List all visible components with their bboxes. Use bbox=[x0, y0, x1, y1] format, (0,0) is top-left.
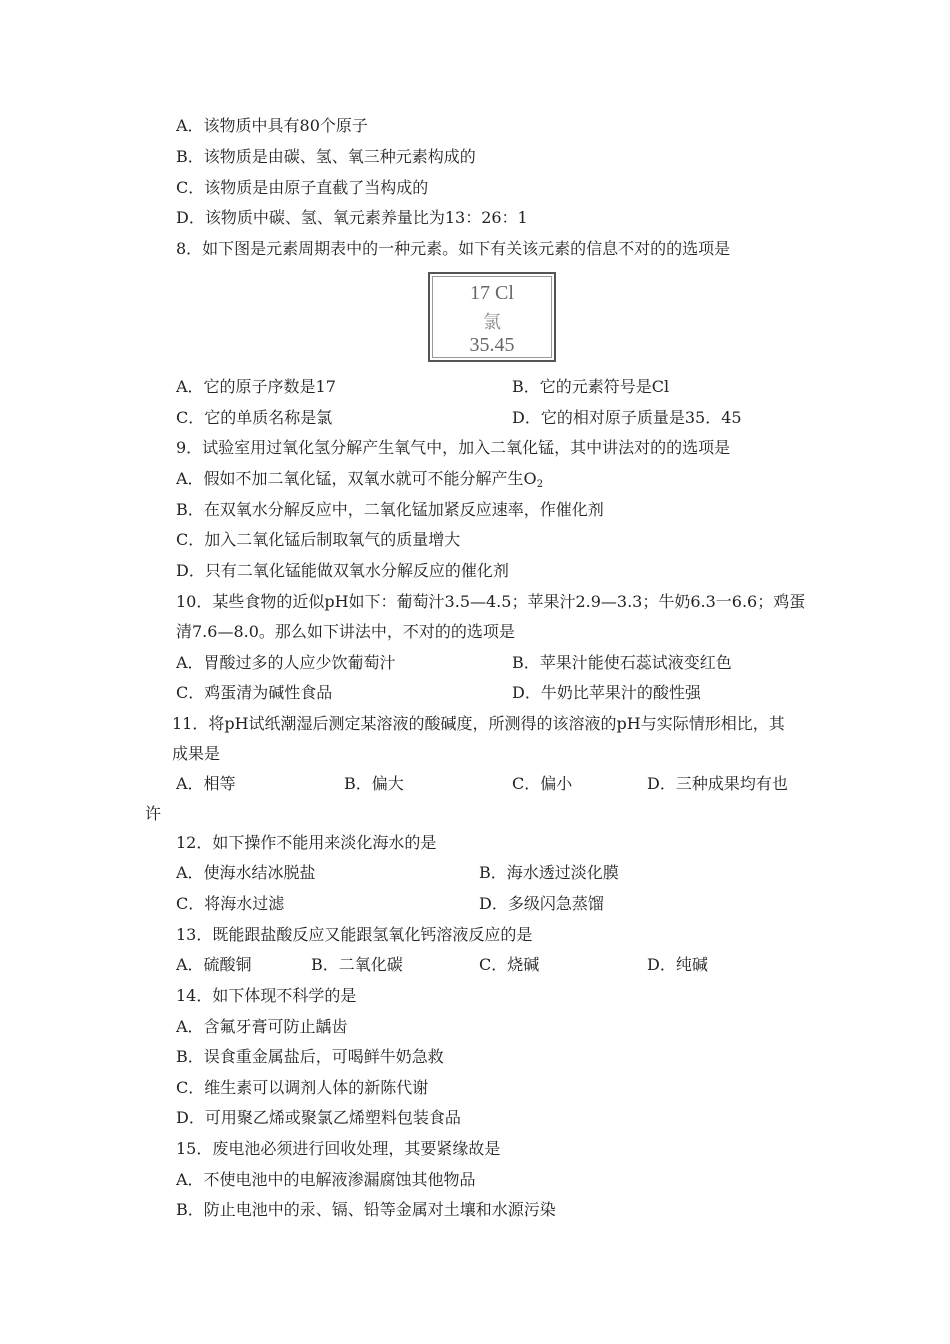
q11-option-c: C．偏小 bbox=[512, 774, 573, 793]
element-mass: 35.45 bbox=[469, 334, 515, 356]
q14-option-d: D．可用聚乙烯或聚氯乙烯塑料包装食品 bbox=[176, 1108, 461, 1127]
q13-option-a: A．硫酸铜 bbox=[176, 955, 252, 974]
q14-option-a: A．含氟牙膏可防止龋齿 bbox=[176, 1017, 348, 1036]
q12-option-b: B．海水透过淡化膜 bbox=[479, 863, 619, 882]
q9-option-a-subscript: 2 bbox=[536, 479, 544, 490]
q13-option-b: B．二氧化碳 bbox=[311, 955, 403, 974]
q11-stem-line2: 成果是 bbox=[172, 744, 221, 763]
q9-option-b: B．在双氧水分解反应中，二氧化锰加紧反应速率，作催化剂 bbox=[176, 500, 604, 519]
q9-stem: 9．试验室用过氧化氢分解产生氧气中，加入二氧化锰，其中讲法对的的选项是 bbox=[176, 438, 731, 457]
q11-option-b: B．偏大 bbox=[344, 774, 404, 793]
q11-option-d: D．三种成果均有也 bbox=[647, 774, 788, 793]
q7-option-b: B．该物质是由碳、氢、氧三种元素构成的 bbox=[176, 147, 476, 166]
q14-option-c: C．维生素可以调剂人体的新陈代谢 bbox=[176, 1078, 429, 1097]
q12-stem: 12．如下操作不能用来淡化海水的是 bbox=[176, 833, 437, 852]
q13-option-c: C．烧碱 bbox=[479, 955, 540, 974]
q12-option-d: D．多级闪急蒸馏 bbox=[479, 894, 604, 913]
q9-option-a bbox=[176, 469, 543, 489]
q15-option-a: A．不使电池中的电解液渗漏腐蚀其他物品 bbox=[176, 1170, 476, 1189]
q14-stem: 14．如下体现不科学的是 bbox=[176, 986, 357, 1005]
q8-option-b: B．它的元素符号是Cl bbox=[512, 377, 670, 396]
element-name: 氯 bbox=[483, 312, 501, 333]
q8-stem: 8．如下图是元素周期表中的一种元素。如下有关该元素的信息不对的的选项是 bbox=[176, 239, 731, 258]
q13-stem: 13．既能跟盐酸反应又能跟氢氧化钙溶液反应的是 bbox=[176, 925, 533, 944]
q14-option-b: B．误食重金属盐后，可喝鲜牛奶急救 bbox=[176, 1047, 444, 1066]
q7-option-a: A．该物质中具有80个原子 bbox=[176, 116, 368, 135]
q8-option-a: A．它的原子序数是17 bbox=[176, 377, 336, 396]
q8-option-d: D．它的相对原子质量是35．45 bbox=[512, 408, 742, 427]
q9-option-c: C．加入二氧化锰后制取氧气的质量增大 bbox=[176, 530, 461, 549]
q10-stem-line2: 清7.6—8.0。那么如下讲法中，不对的的选项是 bbox=[176, 622, 515, 641]
q15-stem: 15．废电池必须进行回收处理，其要紧缘故是 bbox=[176, 1139, 501, 1158]
q12-option-a: A．使海水结冰脱盐 bbox=[176, 863, 316, 882]
q10-option-b: B．苹果汁能使石蕊试液变红色 bbox=[512, 653, 732, 672]
periodic-element-card bbox=[428, 272, 556, 362]
q9-option-a-text: A．假如不加二氧化锰，双氧水就可不能分解产生O bbox=[176, 469, 537, 488]
q9-option-d: D．只有二氧化锰能做双氧水分解反应的催化剂 bbox=[176, 561, 509, 580]
q13-option-d: D．纯碱 bbox=[647, 955, 708, 974]
q11-option-a: A．相等 bbox=[176, 774, 236, 793]
q15-option-b: B．防止电池中的汞、镉、铅等金属对土壤和水源污染 bbox=[176, 1200, 556, 1219]
q10-stem-line1: 10．某些食物的近似pH如下：葡萄汁3.5—4.5；苹果汁2.9—3.3；牛奶6.3一6.6；鸡蛋 bbox=[176, 592, 806, 611]
q10-option-a: A．胃酸过多的人应少饮葡萄汁 bbox=[176, 653, 396, 672]
q12-option-c: C．将海水过滤 bbox=[176, 894, 285, 913]
q7-option-c: C．该物质是由原子直截了当构成的 bbox=[176, 178, 429, 197]
q7-option-d: D．该物质中碳、氢、氧元素养量比为13：26：1 bbox=[176, 208, 528, 227]
element-number-symbol: 17 Cl bbox=[470, 282, 514, 304]
q10-option-c: C．鸡蛋清为碱性食品 bbox=[176, 683, 333, 702]
q11-option-d-continued: 许 bbox=[145, 804, 162, 823]
q11-stem-line1: 11．将pH试纸潮湿后测定某溶液的酸碱度，所测得的该溶液的pH与实际情形相比，其 bbox=[172, 714, 785, 733]
q8-option-c: C．它的单质名称是氯 bbox=[176, 408, 333, 427]
q10-option-d: D．牛奶比苹果汁的酸性强 bbox=[512, 683, 701, 702]
